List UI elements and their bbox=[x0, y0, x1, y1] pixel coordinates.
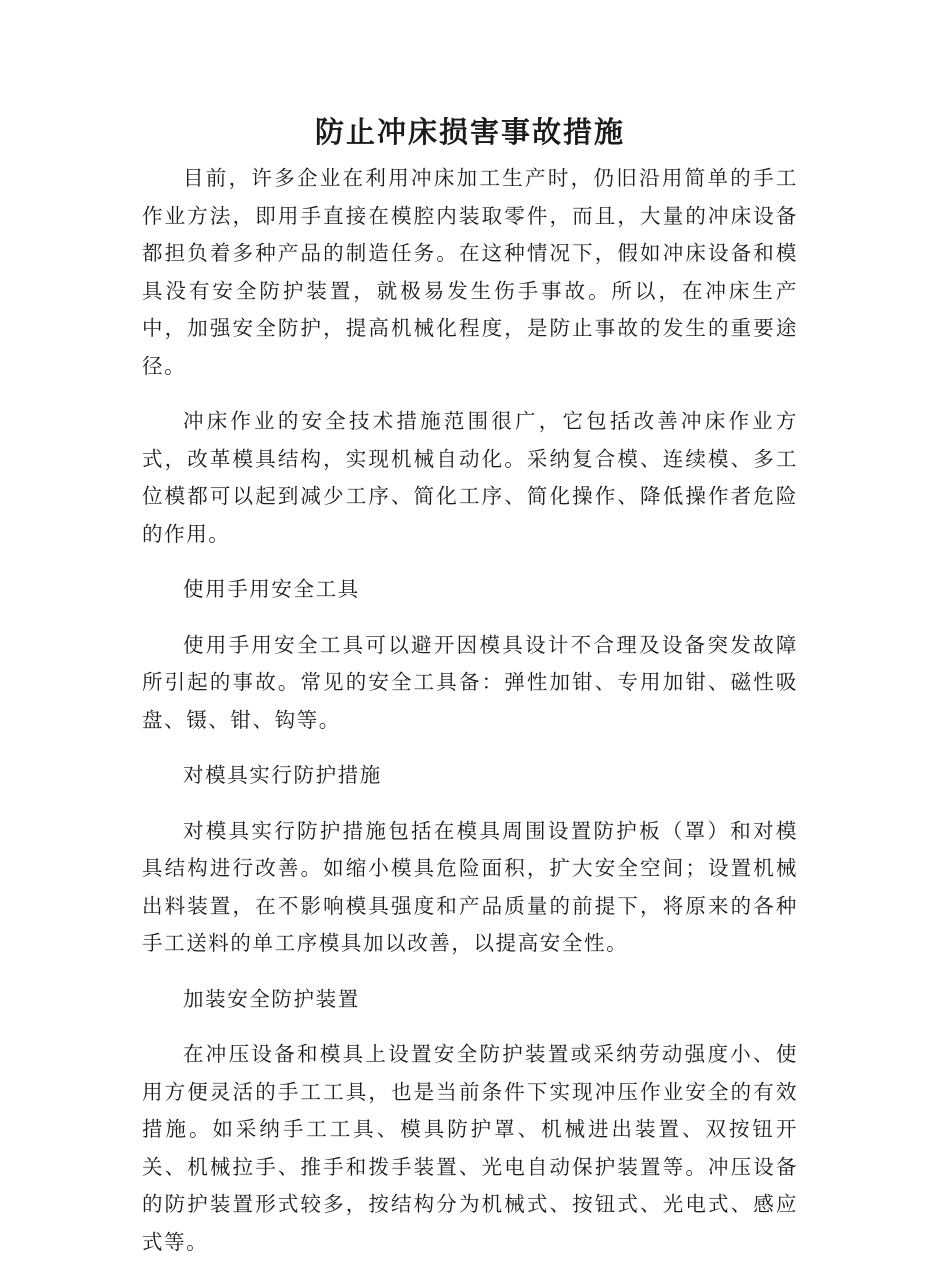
intro-paragraph-1: 目前，许多企业在利用冲床加工生产时，仍旧沿用简单的手工作业方法，即用手直接在模腔内装取零件，而且，大量的冲床设备都担负着多种产品的制造任务。在这种情况下，假如冲床设备和模具没有安全防护装置，就极易发生伤手事故。所以，在冲床生产中，加强安全防护，提高机械化程度，是防止事故的发生的重要途径。 bbox=[142, 166, 798, 378]
section-heading-safety-devices: 加装安全防护装置 bbox=[183, 986, 360, 1011]
section-body-hand-tools: 使用手用安全工具可以避开因模具设计不合理及设备突发故障所引起的事故。常见的安全工具备：弹性加钳、专用加钳、磁性吸盘、镊、钳、钩等。 bbox=[142, 632, 798, 732]
document-page bbox=[142, 112, 798, 1279]
section-body-safety-devices: 在冲压设备和模具上设置安全防护装置或采纳劳动强度小、使用方便灵活的手工工具，也是当前条件下实现冲压作业安全的有效措施。如采纳手工工具、模具防护罩、机械进出装置、双按钮开关、机械拉手、推手和拨手装置、光电自动保护装置等。冲压设备的防护装置形式较多，按结构分为机械式、按钮式、光电式、感应式等。 bbox=[142, 1042, 798, 1254]
intro-paragraph-2: 冲床作业的安全技术措施范围很广，它包括改善冲床作业方式，改革模具结构，实现机械自动化。采纳复合模、连续模、多工位模都可以起到减少工序、简化工序、简化操作、降低操作者危险的作用。 bbox=[142, 409, 798, 546]
section-heading-hand-tools: 使用手用安全工具 bbox=[183, 577, 360, 601]
section-heading-mold-protection: 对模具实行防护措施 bbox=[183, 763, 382, 787]
section-body-mold-protection: 对模具实行防护措施包括在模具周围设置防护板（罩）和对模具结构进行改善。如缩小模具危险面积，扩大安全空间；设置机械出料装置，在不影响模具强度和产品质量的前提下，将原来的各种手工送料的单工序模具加以改善，以提高安全性。 bbox=[142, 818, 798, 955]
document-title: 防止冲床损害事故措施 bbox=[314, 115, 625, 149]
